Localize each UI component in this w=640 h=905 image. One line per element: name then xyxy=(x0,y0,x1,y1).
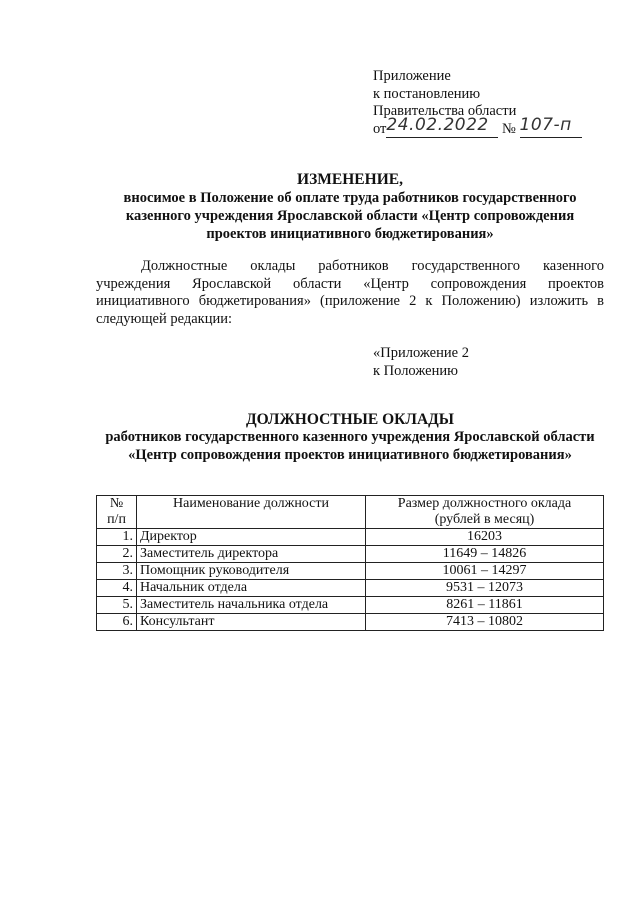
table-row xyxy=(97,529,604,546)
salary-table xyxy=(96,495,604,631)
handwritten-number: 107-п xyxy=(519,114,572,135)
header-num-line-2: п/п xyxy=(107,512,126,527)
table-row xyxy=(97,580,604,597)
row-position: Заместитель директора xyxy=(137,546,366,563)
appendix-reference xyxy=(373,344,469,380)
appendix-ref-line-1: «Приложение 2 xyxy=(373,345,469,361)
row-position: Директор xyxy=(137,529,366,546)
handwritten-date: 24.02.2022 xyxy=(386,114,489,135)
row-position: Консультант xyxy=(137,614,366,631)
row-num: 4. xyxy=(97,580,137,597)
row-salary: 16203 xyxy=(366,529,604,546)
change-subtitle: вносимое в Положение об оплате труда работников государственного казенного учреждения Ярославской области «Центр сопровождения проектов инициативного бюджетирования» xyxy=(123,190,577,242)
row-position: Начальник отдела xyxy=(137,580,366,597)
body-paragraph: Должностные оклады работников государственного казенного учреждения Ярославской области «Центр сопровождения проектов инициативного бюджетирования» (приложение 2 к Положению) изложить в следующей редакции: xyxy=(96,258,604,327)
appendix-ref-line-2: к Положению xyxy=(373,363,458,379)
header-salary-line-2: (рублей в месяц) xyxy=(434,512,535,527)
row-salary: 11649 – 14826 xyxy=(366,546,604,563)
date-number-line xyxy=(373,114,582,139)
row-num: 5. xyxy=(97,597,137,614)
row-num: 1. xyxy=(97,529,137,546)
header-position: Наименование должности xyxy=(137,496,366,529)
table-header-row xyxy=(97,496,604,529)
date-field xyxy=(386,114,498,138)
row-salary: 10061 – 14297 xyxy=(366,563,604,580)
attachment-header xyxy=(373,68,582,138)
table-row xyxy=(97,597,604,614)
attachment-line-3: Правительства области xyxy=(373,103,517,119)
row-num: 3. xyxy=(97,563,137,580)
row-position: Помощник руководителя xyxy=(137,563,366,580)
row-num: 2. xyxy=(97,546,137,563)
row-salary: 8261 – 11861 xyxy=(366,597,604,614)
from-label: от xyxy=(373,120,387,137)
header-salary-line-1: Размер должностного оклада xyxy=(397,496,572,511)
number-label: № xyxy=(502,120,516,137)
salary-subtitle: работников государственного казенного учреждения Ярославской области «Центр сопровождения проектов инициативного бюджетирования» xyxy=(105,429,595,463)
table-row xyxy=(97,614,604,631)
row-position: Заместитель начальника отдела xyxy=(137,597,366,614)
table-row xyxy=(97,546,604,563)
attachment-line-1: Приложение xyxy=(373,68,451,84)
number-field xyxy=(519,114,582,138)
row-salary: 7413 – 10802 xyxy=(366,614,604,631)
row-salary: 9531 – 12073 xyxy=(366,580,604,597)
change-heading: ИЗМЕНЕНИЕ, xyxy=(297,171,403,188)
row-num: 6. xyxy=(97,614,137,631)
table-row xyxy=(97,563,604,580)
salary-heading: ДОЛЖНОСТНЫЕ ОКЛАДЫ xyxy=(245,411,455,428)
attachment-line-2: к постановлению xyxy=(373,85,481,102)
header-salary xyxy=(366,496,604,529)
header-num-line-1: № xyxy=(109,496,124,511)
header-num xyxy=(97,496,137,529)
